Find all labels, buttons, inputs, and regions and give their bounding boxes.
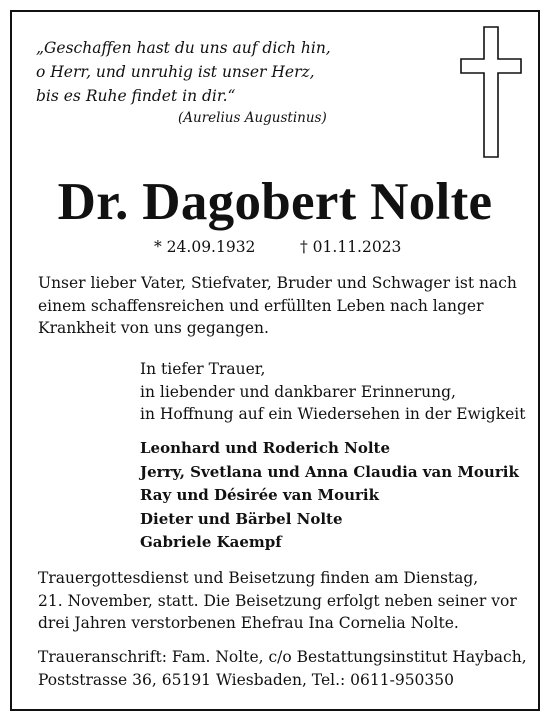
- birth-date: * 24.09.1932: [154, 238, 256, 256]
- cross-icon: [460, 26, 522, 158]
- bible-quote: [36, 36, 366, 130]
- family-member: Dieter und Bärbel Nolte: [140, 509, 343, 528]
- quote-line: bis es Ruhe findet in dir.“: [36, 87, 236, 105]
- funeral-line: 21. November, statt. Die Beisetzung erfolgt neben seiner vor: [38, 591, 517, 610]
- address-line: Poststrasse 36, 65191 Wiesbaden, Tel.: 0611-950350: [38, 670, 455, 689]
- family-member: Jerry, Svetlana und Anna Claudia van Mourik: [140, 462, 519, 481]
- announcement-text: [38, 272, 528, 340]
- mourning-address: [38, 646, 528, 691]
- announcement-line: Krankheit von uns gegangen.: [38, 319, 269, 337]
- mourning-line: In tiefer Trauer,: [140, 360, 266, 378]
- funeral-line: Trauergottesdienst und Beisetzung finden am Dienstag,: [38, 569, 479, 587]
- mourning-line: in Hoffnung auf ein Wiedersehen in der Ewigkeit: [140, 405, 526, 423]
- address-line: Traueranschrift: Fam. Nolte, c/o Bestattungsinstitut Haybach,: [38, 648, 527, 666]
- family-member: Gabriele Kaempf: [140, 533, 282, 551]
- funeral-line: drei Jahren verstorbenen Ehefrau Ina Cornelia Nolte.: [38, 614, 459, 632]
- obituary-frame: [10, 10, 540, 711]
- family-list: [140, 437, 550, 555]
- quote-line: o Herr, und unruhig ist unser Herz,: [36, 63, 315, 81]
- family-member: Ray und Désirée van Mourik: [140, 486, 379, 504]
- death-date: † 01.11.2023: [300, 238, 402, 256]
- quote-attribution: (Aurelius Augustinus): [178, 110, 327, 126]
- mourning-line: in liebender und dankbarer Erinnerung,: [140, 382, 456, 401]
- announcement-line: einem schaffensreichen und erfüllten Leben nach langer: [38, 296, 484, 315]
- mourning-text: [140, 358, 550, 426]
- family-member: Leonhard und Roderich Nolte: [140, 439, 391, 457]
- funeral-text: [38, 567, 528, 635]
- quote-line: „Geschaffen hast du uns auf dich hin,: [36, 39, 331, 57]
- announcement-line: Unser lieber Vater, Stiefvater, Bruder und Schwager ist nach: [38, 274, 517, 292]
- deceased-name: Dr. Dagobert Nolte: [57, 173, 493, 231]
